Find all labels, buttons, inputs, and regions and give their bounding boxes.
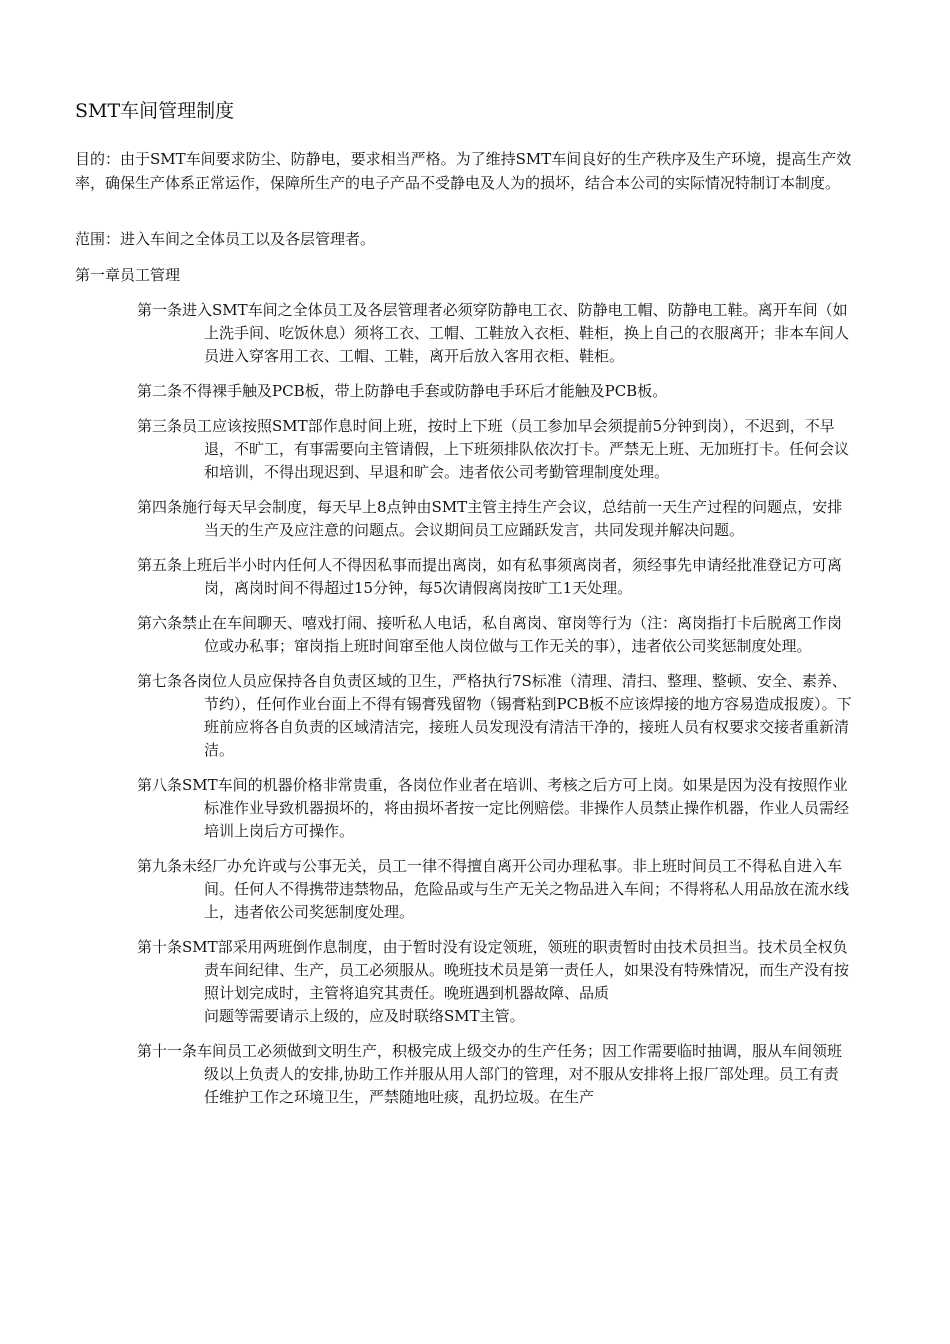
article-3: 第三条员工应该按照SMT部作息时间上班，按时上下班（员工参加早会须提前5分钟到岗），不迟到，不早退，不旷工，有事需要向主管请假，上下班须排队依次打卡。严禁无上班、无加班打卡。任何会议和培训，不得出现迟到、早退和旷会。违者依公司考勤管理制度处理。	[137, 417, 850, 481]
document-title: SMT车间管理制度	[75, 100, 235, 122]
article-8: 第八条SMT车间的机器价格非常贵重，各岗位作业者在培训、考核之后方可上岗。如果是因为没有按照作业标准作业导致机器损坏的，将由损坏者按一定比例赔偿。非操作人员禁止操作机器，作业人员需经培训上岗后方可操作。	[137, 776, 850, 840]
scope-paragraph: 范围：进入车间之全体员工以及各层管理者。	[75, 230, 376, 248]
chapter-heading: 第一章员工管理	[75, 266, 181, 284]
article-6: 第六条禁止在车间聊天、嘻戏打闹、接听私人电话，私自离岗、窜岗等行为（注：离岗指打卡后脱离工作岗位或办私事；窜岗指上班时间窜至他人岗位做与工作无关的事），违者依公司奖惩制度处理。	[137, 614, 843, 655]
article-9: 第九条未经厂办允许或与公事无关，员工一律不得擅自离开公司办理私事。非上班时间员工不得私自进入车间。任何人不得携带违禁物品，危险品或与生产无关之物品进入车间；不得将私人用品放在流水线上，违者依公司奖惩制度处理。	[137, 857, 850, 921]
article-4: 第四条施行每天早会制度，每天早上8点钟由SMT主管主持生产会议，总结前一天生产过程的问题点，安排当天的生产及应注意的问题点。会议期间员工应踊跃发言，共同发现并解决问题。	[137, 498, 843, 539]
article-10-text: 第十条SMT部采用两班倒作息制度，由于暂时没有设定领班，领班的职责暂时由技术员担当。技术员全权负责车间纪律、生产，员工必须服从。晚班技术员是第一责任人，如果没有特殊情况，而生产没有按照计划完成时，主管将追究其责任。晚班遇到机器故障、品质	[137, 938, 850, 1002]
article-10	[137, 936, 853, 1028]
article-1: 第一条进入SMT车间之全体员工及各层管理者必须穿防静电工衣、防静电工帽、防静电工鞋。离开车间（如上洗手间、吃饭休息）须将工衣、工帽、工鞋放入衣柜、鞋柜，换上自己的衣服离开；非本车间人员进入穿客用工衣、工帽、工鞋，离开后放入客用衣柜、鞋柜。	[137, 301, 850, 365]
purpose-paragraph: 目的：由于SMT车间要求防尘、防静电，要求相当严格。为了维持SMT车间良好的生产秩序及生产环境，提高生产效率，确保生产体系正常运作，保障所生产的电子产品不受静电及人为的损坏，结合本公司的实际情况特制订本制度。	[75, 150, 852, 192]
article-5: 第五条上班后半小时内任何人不得因私事而提出离岗，如有私事须离岗者，须经事先申请经批准登记方可离岗，离岗时间不得超过15分钟，每5次请假离岗按旷工1天处理。	[137, 556, 843, 597]
article-2: 第二条不得裸手触及PCB板，带上防静电手套或防静电手环后才能触及PCB板。	[137, 382, 668, 400]
article-10-continuation: 问题等需要请示上级的，应及时联络SMT主管。	[204, 1007, 525, 1025]
article-list	[137, 299, 853, 1121]
article-11: 第十一条车间员工必须做到文明生产，积极完成上级交办的生产任务；因工作需要临时抽调，服从车间领班级以上负责人的安排,协助工作并服从用人部门的管理，对不服从安排将上报厂部处理。员工有责任维护工作之环境卫生，严禁随地吐痰，乱扔垃圾。在生产	[137, 1042, 843, 1106]
article-7: 第七条各岗位人员应保持各自负责区域的卫生，严格执行7S标准（清理、清扫、整理、整顿、安全、素养、节约），任何作业台面上不得有锡膏残留物（锡膏粘到PCB板不应该焊接的地方容易造成报废）。下班前应将各自负责的区域清洁完，接班人员发现没有清洁干净的，接班人员有权要求交接者重新清洁。	[137, 672, 852, 759]
